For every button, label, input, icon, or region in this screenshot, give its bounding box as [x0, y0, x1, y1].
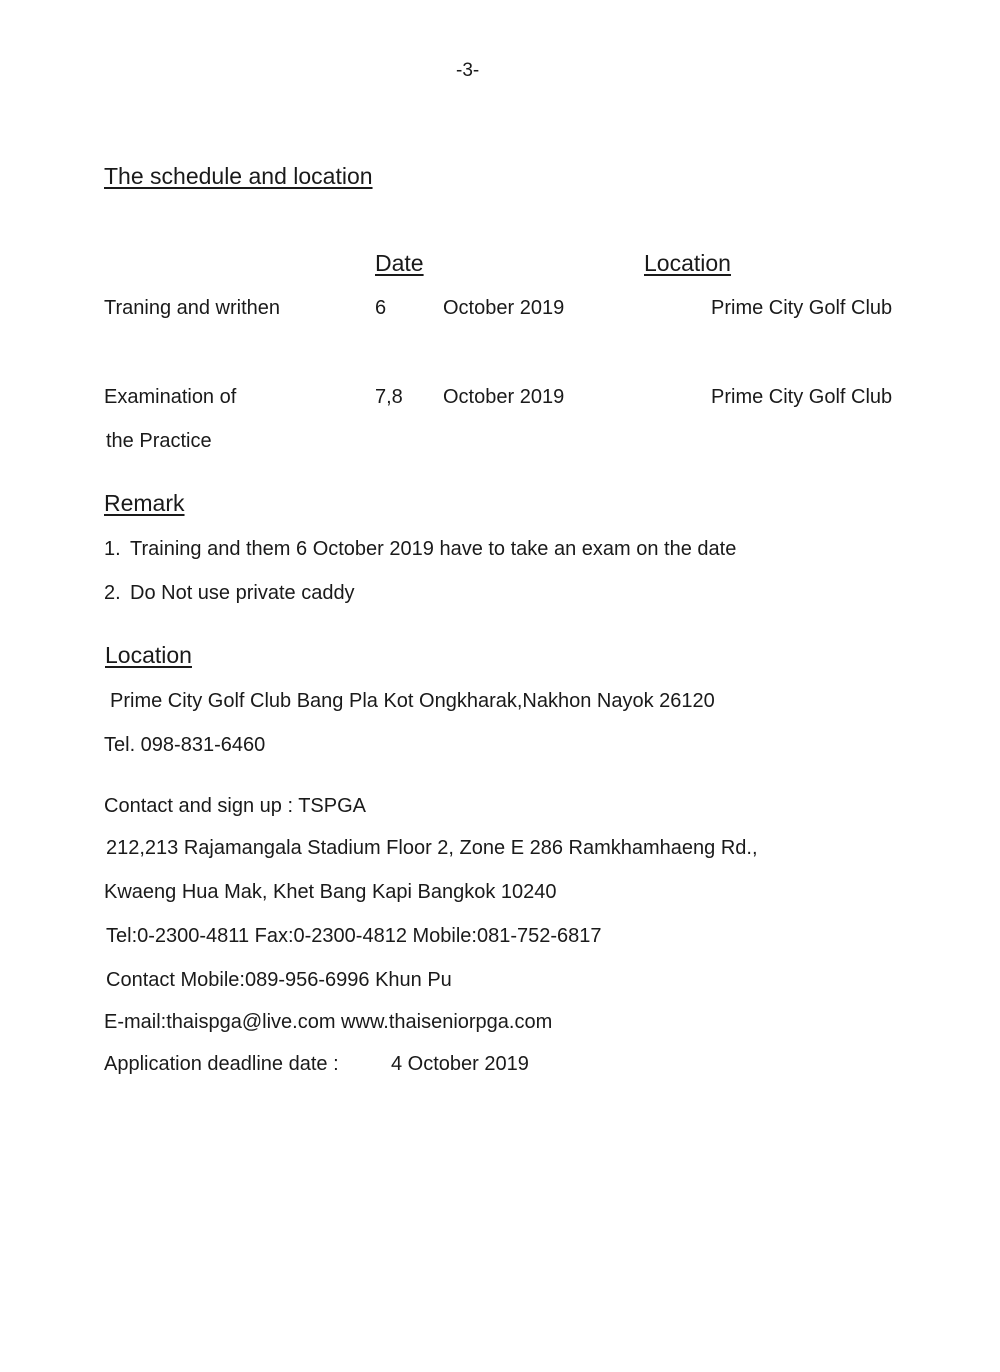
event-name-line2: the Practice — [106, 430, 212, 452]
contact-address-line2: Kwaeng Hua Mak, Khet Bang Kapi Bangkok 10240 — [104, 881, 557, 903]
remark-item — [104, 583, 355, 603]
remark-number: 2. — [104, 582, 121, 604]
contact-mobile: Contact Mobile:089-956-6996 Khun Pu — [106, 969, 452, 991]
deadline-date: 4 October 2019 — [391, 1053, 529, 1075]
event-month-year: October 2019 — [443, 297, 565, 319]
date-column-header: Date — [375, 250, 424, 276]
event-month-year: October 2019 — [443, 386, 565, 408]
contact-address-line1: 212,213 Rajamangala Stadium Floor 2, Zone E 286 Ramkhamhaeng Rd., — [106, 837, 758, 859]
remark-text: Training and them 6 October 2019 have to take an exam on the date — [130, 538, 737, 560]
event-location: Prime City Golf Club — [711, 386, 893, 408]
contact-phones: Tel:0-2300-4811 Fax:0-2300-4812 Mobile:081-752-6817 — [106, 925, 602, 947]
page-number: -3- — [456, 60, 480, 81]
deadline-label: Application deadline date : — [104, 1053, 339, 1075]
location-tel: Tel. 098-831-6460 — [104, 734, 266, 756]
event-day: 6 — [375, 297, 387, 319]
schedule-heading: The schedule and location — [104, 163, 373, 189]
remark-heading: Remark — [104, 490, 185, 516]
location-address: Prime City Golf Club Bang Pla Kot Ongkharak,Nakhon Nayok 26120 — [110, 690, 715, 712]
contact-email-web: E-mail:thaispga@live.com www.thaiseniorpga.com — [104, 1011, 553, 1033]
event-name: Examination of — [104, 386, 237, 408]
event-location: Prime City Golf Club — [711, 297, 893, 319]
location-column-header: Location — [644, 250, 731, 276]
contact-title: Contact and sign up : TSPGA — [104, 795, 367, 817]
remark-text: Do Not use private caddy — [130, 582, 355, 604]
remark-item — [104, 539, 736, 559]
remark-number: 1. — [104, 538, 121, 560]
event-name: Traning and writhen — [104, 297, 281, 319]
event-day: 7,8 — [375, 386, 403, 408]
location-heading: Location — [105, 642, 192, 668]
